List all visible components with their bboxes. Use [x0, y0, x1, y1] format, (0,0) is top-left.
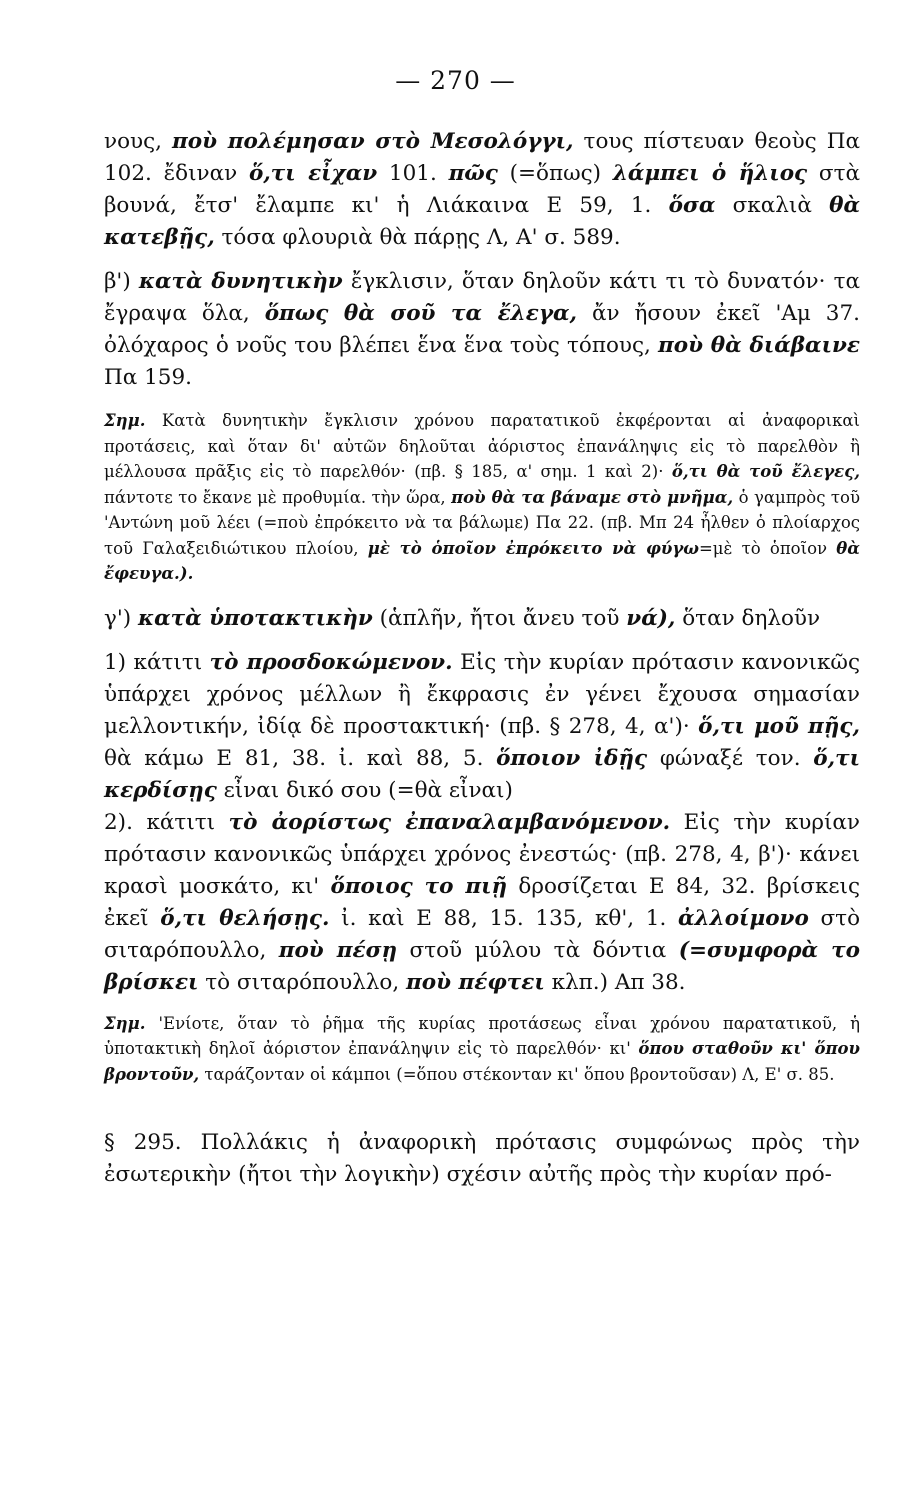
text-run: (=ὅπως)	[497, 161, 613, 186]
emphasis-run: ὅ,τι εἶχαν	[248, 161, 378, 186]
text-run: ὅταν δηλοῦν	[675, 605, 821, 631]
text-run: 1) κάτιτι	[104, 649, 210, 675]
text-run: Πα 159.	[104, 365, 192, 390]
text-run: τὸ σιταρόπουλλο,	[198, 969, 407, 995]
paragraph-section-b	[104, 266, 860, 394]
text-run: θὰ κάμω Ε 81, 38. ἰ. καὶ 88, 5.	[104, 745, 497, 771]
note-two	[104, 1011, 860, 1088]
emphasis-run: ὅ,τι μοῦ πῇς,	[698, 713, 860, 739]
emphasis-run: ὅσα	[668, 193, 716, 218]
text-run: Εἰς τὴν κυρίαν πρότασιν κανονικῶς ὑπάρχει χρόνος ἐνεστώς· (πβ. 278, 4, β')· κάνει κρασὶ μοσκάτο, κι'	[104, 809, 860, 899]
text-run: 101.	[377, 161, 449, 186]
emphasis-run: ὅ,τι θὰ τοῦ ἔλεγες,	[671, 462, 860, 481]
emphasis-run: θὰ ἔφευγα.).	[104, 538, 860, 583]
text-run: ταράζονταν οἱ κάμποι (=ὅπου στέκονταν κι' ὅπου βροντοῦσαν) Λ, Ε' σ. 85.	[199, 1064, 835, 1084]
text-run: φώναξέ τον.	[647, 745, 814, 771]
emphasis-run: κατὰ ὑποτακτικὴν	[137, 605, 373, 631]
emphasis-run: πῶς	[448, 161, 498, 186]
text-run: Κατὰ δυνητικὴν ἔγκλισιν χρόνου παρατατικοῦ ἐκφέρονται αἱ ἀναφορικαὶ προτάσεις, καὶ ὅταν δι' αὐτῶν δηλοῦται ἀόριστος ἐπανάληψις εἰς τὸ παρελθὸν ἢ μέλλουσα πρᾶξις εἰς τὸ παρελθόν· (πβ. § 185, α' σημ. 1 καὶ 2)·	[104, 411, 860, 481]
text-run: στὰ βουνά, ἔτσ' ἔλαμπε κι' ἡ Λιάκαινα Ε 59, 1.	[104, 161, 860, 218]
text-run: στοῦ μύλου τὰ δόντια	[397, 937, 679, 963]
emphasis-run: τὸ ἀορίστως ἐπαναλαμβανόμενον.	[228, 809, 671, 835]
page-number: — 270 —	[395, 66, 516, 95]
text-run: Εἰς τὴν κυρίαν πρότασιν κανονικῶς ὑπάρχει χρόνος μέλλων ἢ ἔκφρασις ἐν γένει ἔχουσα σημασίαν μελλοντικήν, ἰδίᾳ δὲ προστακτική· (πβ. § 278, 4, α')·	[104, 649, 860, 739]
text-run: =μὲ τὸ ὁποῖον	[698, 538, 837, 558]
emphasis-run: ποὺ θὰ τα βάναμε στὸ μνῆμα,	[451, 487, 734, 507]
text-run: τόσα φλουριὰ θὰ πάρῃς Λ, Α' σ. 589.	[214, 225, 621, 250]
emphasis-run: ὅ,τι θελήσῃς.	[160, 905, 330, 931]
paragraph-subsection-1	[104, 647, 860, 807]
text-run: σκαλιὰ	[715, 193, 830, 218]
text-run: β')	[104, 269, 139, 294]
text-run: ὁ γαμπρὸς τοῦ 'Αντώνη μοῦ λέει (=ποὺ ἐπρόκειτο νὰ τα βάλωμε) Πα 22. (πβ. Μπ 24 ἦλθεν ὁ πλοίαρχος τοῦ Γαλαξειδιώτικου πλοίου,	[104, 487, 860, 558]
emphasis-run: ἀλλοίμονο	[678, 905, 809, 931]
text-run: νους,	[104, 129, 173, 154]
text-run: (ἁπλῆν, ἤτοι ἄνευ τοῦ	[372, 605, 627, 631]
emphasis-run: κατὰ δυνητικὴν	[138, 269, 343, 294]
paragraph-section-295	[104, 1127, 860, 1191]
text-run: τους πίστευαν θεοὺς Πα 102. ἔδιναν	[104, 129, 861, 186]
note-label: Σημ.	[104, 1013, 146, 1033]
text-run: 2). κάτιτι	[104, 809, 229, 835]
emphasis-run: θὰ κατεβῇς,	[104, 193, 860, 250]
text-run: γ')	[104, 605, 138, 631]
paragraph-subsection-2	[104, 807, 860, 999]
text-run: § 295. Πολλάκις ἡ ἀναφορικὴ πρότασις συμφώνως πρὸς τὴν ἐσωτερικὴν (ἤτοι τὴν λογικὴν) σχέσιν αὐτῆς πρὸς τὴν κυρίαν πρό-	[104, 1130, 860, 1187]
text-run: κλπ.) Απ 38.	[544, 969, 686, 995]
note-one	[104, 408, 860, 587]
emphasis-run: ποὺ πέσῃ	[278, 937, 398, 963]
emphasis-run: λάμπει ὁ ἥλιος	[612, 161, 808, 186]
note-label: Σημ.	[104, 411, 146, 430]
text-run: ἄν ἤσουν ἐκεῖ 'Αμ 37. ὀλόχαρος ὁ νοῦς του βλέπει ἕνα ἕνα τοὺς τόπους,	[104, 301, 860, 358]
text-run: πάντοτε το ἔκανε μὲ προθυμία. τὴν ὥρα,	[104, 487, 452, 507]
emphasis-run: ὅποιος το πιῇ	[330, 873, 508, 899]
text-run: 'Ενίοτε, ὅταν τὸ ῥῆμα τῆς κυρίας προτάσεως εἶναι χρόνου παρατατικοῦ, ἡ ὑποτακτικὴ δηλοῖ ἀόριστον ἐπανάληψιν εἰς τὸ παρελθόν· κι'	[104, 1013, 860, 1058]
emphasis-run: μὲ τὸ ὁποῖον ἐπρόκειτο νὰ φύγω	[367, 538, 699, 558]
emphasis-run: ποὺ πολέμησαν στὸ Μεσολόγγι,	[172, 129, 574, 154]
text-run: εἶναι δικό σου (=θὰ εἶναι)	[216, 777, 513, 803]
emphasis-run: τὸ προσδοκώμενον.	[209, 649, 453, 675]
emphasis-run: ποὺ θὰ διάβαινε	[658, 333, 860, 358]
page-body	[104, 126, 860, 1191]
emphasis-run: (=συμφορὰ το βρίσκει	[104, 937, 860, 995]
emphasis-run: ὅ,τι κερδίσῃς	[104, 745, 860, 803]
text-run: ἰ. καὶ Ε 88, 15. 135, κθ', 1.	[329, 905, 679, 931]
paragraph-section-c	[104, 603, 860, 635]
emphasis-run: νά),	[626, 605, 676, 631]
text-run: δροσίζεται Ε 84, 32. βρίσκεις ἐκεῖ	[104, 873, 860, 931]
text-run: ἔγκλισιν, ὅταν δηλοῦν κάτι τι τὸ δυνατόν· τα ἔγραψα ὅλα,	[104, 269, 861, 326]
paragraph-examples-a	[104, 126, 860, 254]
emphasis-run: ὅποιον ἰδῇς	[496, 745, 648, 771]
text-run: στὸ σιταρόπουλλο,	[104, 905, 861, 963]
emphasis-run: ὅπου σταθοῦν κι' ὅπου βροντοῦν,	[104, 1039, 860, 1084]
emphasis-run: ὅπως θὰ σοῦ τα ἔλεγα,	[264, 301, 578, 326]
emphasis-run: ποὺ πέφτει	[406, 969, 545, 995]
